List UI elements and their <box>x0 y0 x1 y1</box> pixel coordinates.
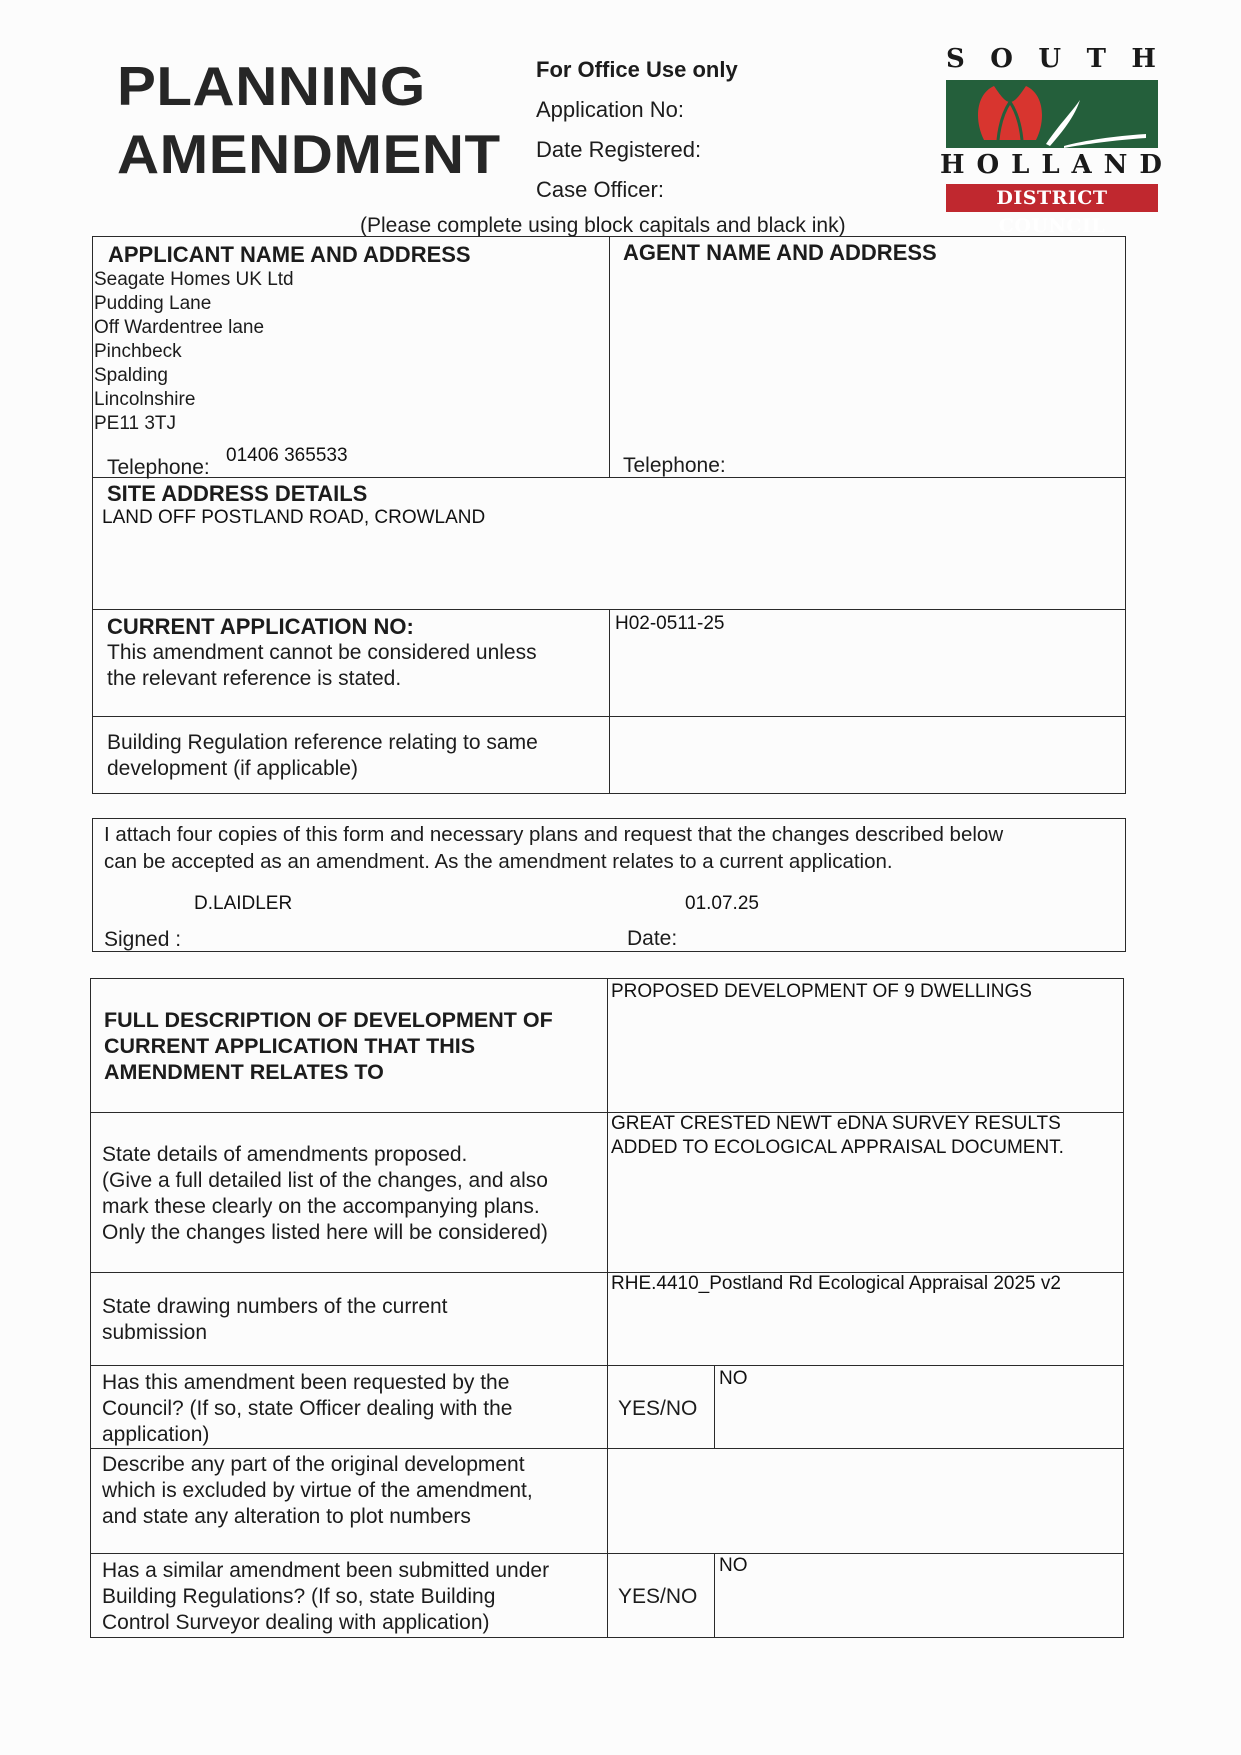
council-logo <box>940 44 1162 237</box>
date-label: Date: <box>627 927 678 950</box>
title-line-1: PLANNING <box>117 55 426 117</box>
declaration-text: I attach four copies of this form and necessary plans and request that the changes described below <box>104 823 1004 846</box>
application-no-label: Application No: <box>536 97 684 122</box>
site-heading: SITE ADDRESS DETAILS <box>107 481 368 506</box>
excluded-label: Describe any part of the original development <box>102 1453 525 1476</box>
office-use-block <box>536 50 738 210</box>
address-line: Pinchbeck <box>94 341 182 362</box>
drawings-value: RHE.4410_Postland Rd Ecological Appraisal 2025 v2 <box>611 1273 1061 1294</box>
requested-yesno: YES/NO <box>618 1397 698 1420</box>
declaration-text: can be accepted as an amendment. As the amendment relates to a current application. <box>104 850 893 873</box>
office-use-heading: For Office Use only <box>536 57 738 82</box>
amendments-label: mark these clearly on the accompanying plans. <box>102 1195 540 1218</box>
applicant-telephone-label: Telephone: <box>107 456 210 479</box>
excluded-label: and state any alteration to plot numbers <box>102 1505 471 1528</box>
logo-top-letters: S O U T H <box>946 44 1156 74</box>
logo-bottom-letters: H O L L A N D <box>940 150 1162 180</box>
similar-label: Building Regulations? (If so, state Building <box>102 1585 496 1608</box>
amendments-label: State details of amendments proposed. <box>102 1143 468 1166</box>
title-line-2: AMENDMENT <box>117 123 501 185</box>
agent-heading: AGENT NAME AND ADDRESS <box>623 240 937 265</box>
similar-yesno: YES/NO <box>618 1585 698 1608</box>
site-address-value: LAND OFF POSTLAND ROAD, CROWLAND <box>102 507 486 528</box>
signed-label: Signed : <box>104 928 182 951</box>
date-value: 01.07.25 <box>685 893 759 914</box>
applicant-address <box>94 268 294 436</box>
requested-value: NO <box>719 1368 748 1389</box>
building-reg-label: development (if applicable) <box>107 757 358 780</box>
similar-label: Control Surveyor dealing with application) <box>102 1611 490 1634</box>
amendments-label: Only the changes listed here will be considered) <box>102 1221 548 1244</box>
case-officer-label: Case Officer: <box>536 177 664 202</box>
address-line: Lincolnshire <box>94 389 196 410</box>
description-label: CURRENT APPLICATION THAT THIS <box>104 1034 476 1058</box>
excluded-label: which is excluded by virtue of the amendment, <box>102 1479 533 1502</box>
requested-label: Council? (If so, state Officer dealing with the <box>102 1397 513 1420</box>
similar-value: NO <box>719 1555 748 1576</box>
signed-value: D.LAIDLER <box>194 893 293 914</box>
tulip-emblem-icon <box>946 80 1158 148</box>
description-value: PROPOSED DEVELOPMENT OF 9 DWELLINGS <box>611 981 1032 1002</box>
building-reg-label: Building Regulation reference relating to same <box>107 731 538 754</box>
address-line: Spalding <box>94 365 168 386</box>
requested-label: application) <box>102 1423 210 1446</box>
similar-label: Has a similar amendment been submitted under <box>102 1559 550 1582</box>
address-line: PE11 3TJ <box>94 413 177 434</box>
date-registered-label: Date Registered: <box>536 137 702 162</box>
requested-label: Has this amendment been requested by the <box>102 1371 510 1394</box>
description-label: FULL DESCRIPTION OF DEVELOPMENT OF <box>104 1008 553 1032</box>
applicant-telephone-value: 01406 365533 <box>226 445 348 466</box>
applicant-heading: APPLICANT NAME AND ADDRESS <box>108 242 471 267</box>
description-label: AMENDMENT RELATES TO <box>104 1060 384 1084</box>
current-application-note: the relevant reference is stated. <box>107 667 402 690</box>
address-line: Pudding Lane <box>94 293 212 314</box>
page-title <box>117 52 501 188</box>
drawings-label: State drawing numbers of the current <box>102 1295 448 1318</box>
current-application-note: This amendment cannot be considered unless <box>107 641 537 664</box>
drawings-label: submission <box>102 1321 208 1344</box>
amendments-label: (Give a full detailed list of the changes, and also <box>102 1169 548 1192</box>
form-instruction: (Please complete using block capitals and black ink) <box>360 214 846 237</box>
address-line: Seagate Homes UK Ltd <box>94 269 294 290</box>
current-application-heading: CURRENT APPLICATION NO: <box>107 614 414 639</box>
agent-telephone-label: Telephone: <box>623 454 726 477</box>
logo-band-text: DISTRICT COUNCIL <box>946 184 1158 212</box>
address-line: Off Wardentree lane <box>94 317 265 338</box>
current-application-value: H02-0511-25 <box>615 613 725 634</box>
amendments-value: GREAT CRESTED NEWT eDNA SURVEY RESULTS <box>611 1113 1061 1134</box>
amendments-value: ADDED TO ECOLOGICAL APPRAISAL DOCUMENT. <box>611 1137 1064 1158</box>
